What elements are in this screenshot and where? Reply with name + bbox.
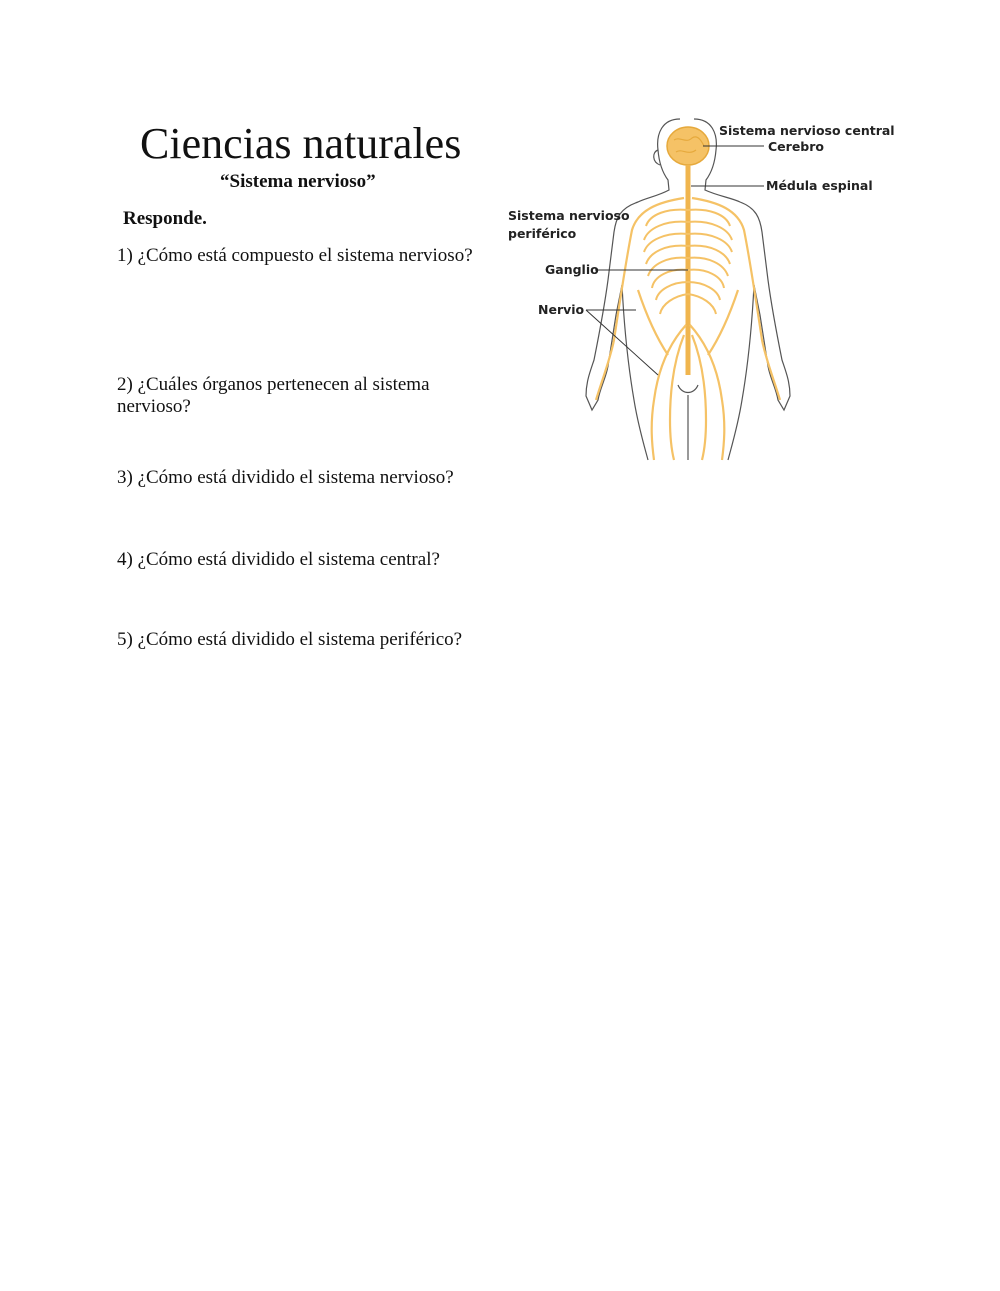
question-4: 4) ¿Cómo está dividido el sistema central? xyxy=(117,549,440,570)
question-5: 5) ¿Cómo está dividido el sistema periférico? xyxy=(117,629,463,650)
page-subtitle: “Sistema nervioso” xyxy=(220,171,376,192)
label-spinal-cord: Médula espinal xyxy=(766,178,873,193)
question-2: 2) ¿Cuáles órganos pertenecen al sistema nervioso? xyxy=(117,374,430,417)
label-central-nervous-system: Sistema nervioso central xyxy=(719,123,895,138)
body-illustration xyxy=(498,110,888,465)
brain-shape xyxy=(667,127,709,165)
label-peripheral-line1: Sistema nervioso xyxy=(508,208,630,223)
label-brain: Cerebro xyxy=(768,139,824,154)
question-3: 3) ¿Cómo está dividido el sistema nervioso? xyxy=(117,467,454,488)
nervous-system-diagram xyxy=(498,110,895,465)
label-ganglion: Ganglio xyxy=(545,262,599,277)
instruction-text: Responde. xyxy=(123,208,207,229)
label-peripheral-line2: periférico xyxy=(508,226,577,241)
label-nerve: Nervio xyxy=(538,302,585,317)
question-1: 1) ¿Cómo está compuesto el sistema nervioso? xyxy=(117,245,473,266)
page-title: Ciencias naturales xyxy=(140,119,462,168)
